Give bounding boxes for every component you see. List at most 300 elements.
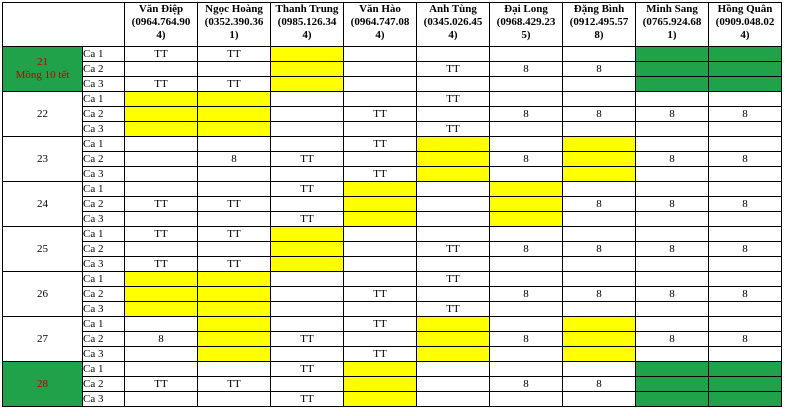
- shift-cell: [417, 332, 490, 347]
- shift-cell: [563, 317, 636, 332]
- staff-name: Đặng Bình: [573, 3, 625, 15]
- shift-row: [3, 287, 782, 302]
- shift-cell: [271, 107, 344, 122]
- shift-cell: [636, 92, 709, 107]
- staff-header: [636, 3, 709, 47]
- shift-cell: [563, 212, 636, 227]
- shift-cell: [490, 92, 563, 107]
- shift-cell: TT: [125, 77, 198, 92]
- shift-cell: [125, 362, 198, 377]
- shift-label: Ca 1: [83, 47, 125, 62]
- shift-cell: [417, 152, 490, 167]
- shift-cell: [344, 377, 417, 392]
- staff-phone-line2: 1): [667, 29, 677, 41]
- shift-row: [3, 212, 782, 227]
- shift-cell: TT: [344, 287, 417, 302]
- shift-cell: [709, 47, 782, 62]
- shift-cell: TT: [125, 47, 198, 62]
- shift-cell: 8: [490, 62, 563, 77]
- shift-label: Ca 2: [83, 197, 125, 212]
- shift-cell: 8: [490, 107, 563, 122]
- staff-header: [417, 3, 490, 47]
- shift-cell: [563, 347, 636, 362]
- shift-row: [3, 332, 782, 347]
- shift-cell: [490, 272, 563, 287]
- shift-cell: TT: [198, 197, 271, 212]
- shift-cell: [125, 62, 198, 77]
- shift-cell: [125, 137, 198, 152]
- staff-name: Đại Long: [504, 3, 548, 15]
- shift-cell: [636, 347, 709, 362]
- shift-cell: 8: [709, 152, 782, 167]
- shift-cell: [490, 317, 563, 332]
- shift-cell: 8: [490, 287, 563, 302]
- shift-cell: [198, 107, 271, 122]
- shift-cell: 8: [563, 242, 636, 257]
- shift-cell: [563, 167, 636, 182]
- staff-phone-line2: 4): [448, 29, 458, 41]
- shift-cell: [344, 242, 417, 257]
- staff-phone-line2: 4): [375, 29, 385, 41]
- shift-row: [3, 347, 782, 362]
- shift-cell: [417, 317, 490, 332]
- shift-cell: [417, 167, 490, 182]
- shift-cell: [344, 332, 417, 347]
- shift-cell: 8: [709, 242, 782, 257]
- shift-cell: [125, 182, 198, 197]
- shift-cell: [490, 167, 563, 182]
- shift-cell: [636, 362, 709, 377]
- staff-phone-line2: 4): [740, 29, 750, 41]
- shift-cell: TT: [271, 152, 344, 167]
- shift-cell: [271, 62, 344, 77]
- shift-cell: [271, 47, 344, 62]
- shift-cell: [344, 212, 417, 227]
- shift-cell: [417, 137, 490, 152]
- shift-cell: [344, 47, 417, 62]
- shift-cell: [636, 77, 709, 92]
- shift-cell: TT: [417, 122, 490, 137]
- shift-cell: [125, 242, 198, 257]
- shift-cell: [709, 257, 782, 272]
- shift-cell: [198, 392, 271, 407]
- shift-label: Ca 2: [83, 377, 125, 392]
- day-number: 21: [37, 56, 48, 68]
- day-number: 24: [37, 197, 48, 210]
- shift-cell: [344, 272, 417, 287]
- shift-cell: [563, 257, 636, 272]
- shift-label: Ca 1: [83, 137, 125, 152]
- day-number: 25: [37, 242, 48, 255]
- shift-cell: [563, 302, 636, 317]
- shift-cell: [709, 92, 782, 107]
- shift-row: [3, 302, 782, 317]
- staff-name: Văn Điệp: [138, 3, 184, 15]
- shift-cell: TT: [417, 272, 490, 287]
- shift-cell: 8: [709, 287, 782, 302]
- shift-cell: [271, 92, 344, 107]
- shift-cell: 8: [636, 197, 709, 212]
- shift-cell: 8: [709, 107, 782, 122]
- shift-cell: TT: [271, 212, 344, 227]
- shift-row: [3, 242, 782, 257]
- shift-cell: [271, 167, 344, 182]
- shift-label: Ca 1: [83, 182, 125, 197]
- shift-label: Ca 1: [83, 92, 125, 107]
- shift-schedule-table: [2, 2, 782, 407]
- shift-row: [3, 227, 782, 242]
- shift-cell: [271, 272, 344, 287]
- shift-label: Ca 1: [83, 317, 125, 332]
- day-cell: [3, 362, 83, 407]
- shift-cell: TT: [417, 92, 490, 107]
- shift-cell: [563, 137, 636, 152]
- shift-cell: TT: [198, 377, 271, 392]
- staff-name: Anh Tùng: [429, 3, 477, 15]
- shift-cell: [271, 122, 344, 137]
- shift-cell: TT: [344, 347, 417, 362]
- staff-phone-line2: 8): [594, 29, 604, 41]
- shift-cell: [709, 122, 782, 137]
- shift-cell: [198, 362, 271, 377]
- shift-cell: [490, 362, 563, 377]
- shift-label: Ca 2: [83, 152, 125, 167]
- shift-cell: [344, 227, 417, 242]
- shift-cell: [344, 77, 417, 92]
- shift-cell: [125, 212, 198, 227]
- staff-phone-line2: 4): [156, 29, 166, 41]
- shift-label: Ca 2: [83, 287, 125, 302]
- shift-cell: [709, 137, 782, 152]
- shift-cell: TT: [198, 47, 271, 62]
- shift-cell: [417, 257, 490, 272]
- shift-cell: 8: [125, 332, 198, 347]
- day-number: 27: [37, 332, 48, 345]
- shift-label: Ca 3: [83, 167, 125, 182]
- shift-cell: [709, 182, 782, 197]
- shift-cell: [563, 122, 636, 137]
- shift-cell: [198, 92, 271, 107]
- shift-cell: [636, 302, 709, 317]
- shift-cell: [198, 182, 271, 197]
- shift-cell: [125, 392, 198, 407]
- shift-cell: [198, 122, 271, 137]
- shift-cell: [636, 212, 709, 227]
- shift-row: [3, 362, 782, 377]
- shift-cell: 8: [636, 332, 709, 347]
- shift-cell: [198, 287, 271, 302]
- shift-row: [3, 257, 782, 272]
- shift-cell: [344, 152, 417, 167]
- day-number: 28: [37, 377, 48, 390]
- shift-cell: [490, 227, 563, 242]
- shift-cell: TT: [271, 182, 344, 197]
- shift-cell: [490, 347, 563, 362]
- staff-header: [490, 3, 563, 47]
- shift-cell: 8: [563, 107, 636, 122]
- shift-cell: TT: [344, 167, 417, 182]
- day-cell: [3, 227, 83, 272]
- shift-label: Ca 3: [83, 212, 125, 227]
- day-number: 22: [37, 107, 48, 120]
- shift-label: Ca 3: [83, 302, 125, 317]
- shift-cell: TT: [271, 392, 344, 407]
- shift-cell: [198, 317, 271, 332]
- shift-cell: [636, 272, 709, 287]
- shift-cell: 8: [636, 242, 709, 257]
- shift-cell: [271, 317, 344, 332]
- shift-cell: [344, 302, 417, 317]
- day-cell: [3, 317, 83, 362]
- staff-header: [198, 3, 271, 47]
- shift-cell: [709, 272, 782, 287]
- shift-cell: [563, 392, 636, 407]
- shift-cell: [198, 212, 271, 227]
- day-cell: [3, 92, 83, 137]
- shift-row: [3, 107, 782, 122]
- shift-cell: [636, 137, 709, 152]
- shift-cell: [344, 257, 417, 272]
- shift-cell: [636, 182, 709, 197]
- shift-cell: [125, 92, 198, 107]
- shift-cell: 8: [490, 377, 563, 392]
- shift-row: [3, 182, 782, 197]
- shift-cell: [344, 62, 417, 77]
- shift-cell: [125, 347, 198, 362]
- day-number: 26: [37, 287, 48, 300]
- shift-cell: TT: [344, 107, 417, 122]
- shift-row: [3, 317, 782, 332]
- shift-cell: [271, 287, 344, 302]
- shift-cell: [563, 92, 636, 107]
- staff-phone-line1: (0352.390.36: [204, 16, 264, 28]
- shift-cell: TT: [125, 257, 198, 272]
- shift-row: [3, 392, 782, 407]
- shift-cell: [709, 212, 782, 227]
- day-cell: [3, 272, 83, 317]
- shift-cell: [198, 137, 271, 152]
- shift-cell: [490, 182, 563, 197]
- shift-cell: [271, 257, 344, 272]
- shift-cell: [198, 167, 271, 182]
- shift-cell: [271, 302, 344, 317]
- shift-cell: [563, 152, 636, 167]
- shift-cell: [636, 227, 709, 242]
- shift-label: Ca 3: [83, 392, 125, 407]
- shift-label: Ca 2: [83, 62, 125, 77]
- shift-cell: [709, 227, 782, 242]
- staff-phone-line2: 5): [521, 29, 531, 41]
- shift-cell: [344, 182, 417, 197]
- staff-phone-line1: (0912.495.57: [569, 16, 629, 28]
- shift-cell: TT: [198, 257, 271, 272]
- shift-cell: [271, 77, 344, 92]
- shift-cell: [490, 302, 563, 317]
- shift-cell: [417, 347, 490, 362]
- shift-row: [3, 92, 782, 107]
- shift-cell: [417, 197, 490, 212]
- shift-cell: TT: [417, 62, 490, 77]
- shift-cell: 8: [636, 287, 709, 302]
- shift-label: Ca 3: [83, 77, 125, 92]
- staff-phone-line1: (0909.048.02: [715, 16, 775, 28]
- staff-phone-line1: (0985.126.34: [277, 16, 337, 28]
- shift-cell: [417, 77, 490, 92]
- staff-phone-line1: (0968.429.23: [496, 16, 556, 28]
- shift-cell: [563, 332, 636, 347]
- shift-cell: [417, 392, 490, 407]
- shift-cell: TT: [271, 362, 344, 377]
- staff-phone-line1: (0765.924.68: [642, 16, 702, 28]
- shift-cell: [417, 182, 490, 197]
- shift-cell: [417, 287, 490, 302]
- shift-cell: [198, 332, 271, 347]
- shift-cell: [709, 62, 782, 77]
- shift-cell: TT: [271, 332, 344, 347]
- shift-row: [3, 47, 782, 62]
- shift-row: [3, 377, 782, 392]
- shift-cell: [563, 77, 636, 92]
- shift-label: Ca 1: [83, 227, 125, 242]
- shift-cell: 8: [490, 152, 563, 167]
- staff-name: Ngọc Hoàng: [205, 3, 263, 15]
- shift-cell: [490, 197, 563, 212]
- staff-phone-line2: 4): [302, 29, 312, 41]
- shift-cell: [490, 212, 563, 227]
- shift-label: Ca 3: [83, 347, 125, 362]
- shift-row: [3, 272, 782, 287]
- shift-label: Ca 1: [83, 362, 125, 377]
- shift-cell: [271, 227, 344, 242]
- day-number: 23: [37, 152, 48, 165]
- staff-name: Thanh Trung: [275, 3, 339, 15]
- shift-cell: TT: [344, 317, 417, 332]
- day-cell: [3, 47, 83, 92]
- shift-cell: [271, 347, 344, 362]
- shift-cell: [417, 362, 490, 377]
- shift-label: Ca 2: [83, 242, 125, 257]
- shift-cell: [417, 377, 490, 392]
- staff-phone-line2: 1): [229, 29, 239, 41]
- shift-cell: [198, 62, 271, 77]
- shift-cell: [490, 122, 563, 137]
- shift-cell: [490, 137, 563, 152]
- shift-cell: [563, 47, 636, 62]
- shift-cell: TT: [198, 77, 271, 92]
- shift-row: [3, 77, 782, 92]
- shift-cell: TT: [125, 227, 198, 242]
- shift-cell: TT: [344, 137, 417, 152]
- day-note: Mồng 10 tết: [15, 69, 70, 81]
- shift-cell: [198, 347, 271, 362]
- shift-cell: [636, 392, 709, 407]
- staff-phone-line1: (0964.747.08: [350, 16, 410, 28]
- shift-cell: [636, 257, 709, 272]
- shift-cell: [563, 227, 636, 242]
- shift-cell: [563, 272, 636, 287]
- shift-cell: [709, 167, 782, 182]
- header-row: [3, 3, 782, 47]
- shift-cell: TT: [125, 377, 198, 392]
- shift-cell: [125, 287, 198, 302]
- shift-row: [3, 197, 782, 212]
- shift-cell: [271, 242, 344, 257]
- shift-cell: [636, 122, 709, 137]
- shift-cell: [344, 362, 417, 377]
- shift-cell: [125, 317, 198, 332]
- shift-cell: [563, 182, 636, 197]
- shift-cell: 8: [636, 152, 709, 167]
- shift-cell: TT: [198, 227, 271, 242]
- shift-cell: [709, 317, 782, 332]
- shift-cell: [125, 167, 198, 182]
- shift-cell: [198, 302, 271, 317]
- shift-label: Ca 3: [83, 122, 125, 137]
- staff-header: [563, 3, 636, 47]
- shift-row: [3, 137, 782, 152]
- shift-row: [3, 62, 782, 77]
- shift-cell: [490, 257, 563, 272]
- shift-cell: 8: [490, 332, 563, 347]
- shift-cell: [636, 317, 709, 332]
- shift-cell: [709, 392, 782, 407]
- shift-cell: 8: [490, 242, 563, 257]
- shift-cell: [636, 47, 709, 62]
- shift-cell: [490, 47, 563, 62]
- shift-cell: [636, 167, 709, 182]
- shift-cell: [709, 302, 782, 317]
- shift-cell: TT: [417, 302, 490, 317]
- shift-cell: [125, 302, 198, 317]
- shift-cell: [636, 377, 709, 392]
- shift-cell: 8: [563, 377, 636, 392]
- shift-cell: 8: [636, 107, 709, 122]
- staff-name: Văn Hào: [359, 3, 401, 15]
- shift-cell: [417, 212, 490, 227]
- shift-cell: [344, 392, 417, 407]
- shift-cell: 8: [563, 62, 636, 77]
- shift-cell: [344, 122, 417, 137]
- shift-cell: [271, 197, 344, 212]
- shift-row: [3, 167, 782, 182]
- shift-cell: [417, 227, 490, 242]
- shift-cell: [344, 197, 417, 212]
- shift-label: Ca 1: [83, 272, 125, 287]
- staff-header: [344, 3, 417, 47]
- shift-label: Ca 3: [83, 257, 125, 272]
- shift-cell: [709, 347, 782, 362]
- shift-cell: 8: [709, 332, 782, 347]
- shift-cell: [271, 377, 344, 392]
- shift-cell: [125, 122, 198, 137]
- shift-cell: [198, 242, 271, 257]
- staff-phone-line1: (0964.764.90: [131, 16, 191, 28]
- day-cell: [3, 137, 83, 182]
- shift-cell: [636, 62, 709, 77]
- shift-cell: [709, 362, 782, 377]
- shift-cell: [563, 362, 636, 377]
- staff-name: Minh Sang: [646, 3, 698, 15]
- shift-cell: [417, 47, 490, 62]
- shift-cell: [709, 377, 782, 392]
- shift-cell: [344, 92, 417, 107]
- corner-cell: [3, 3, 125, 47]
- shift-cell: TT: [417, 242, 490, 257]
- shift-cell: [490, 392, 563, 407]
- shift-cell: TT: [125, 197, 198, 212]
- shift-row: [3, 122, 782, 137]
- shift-cell: [490, 77, 563, 92]
